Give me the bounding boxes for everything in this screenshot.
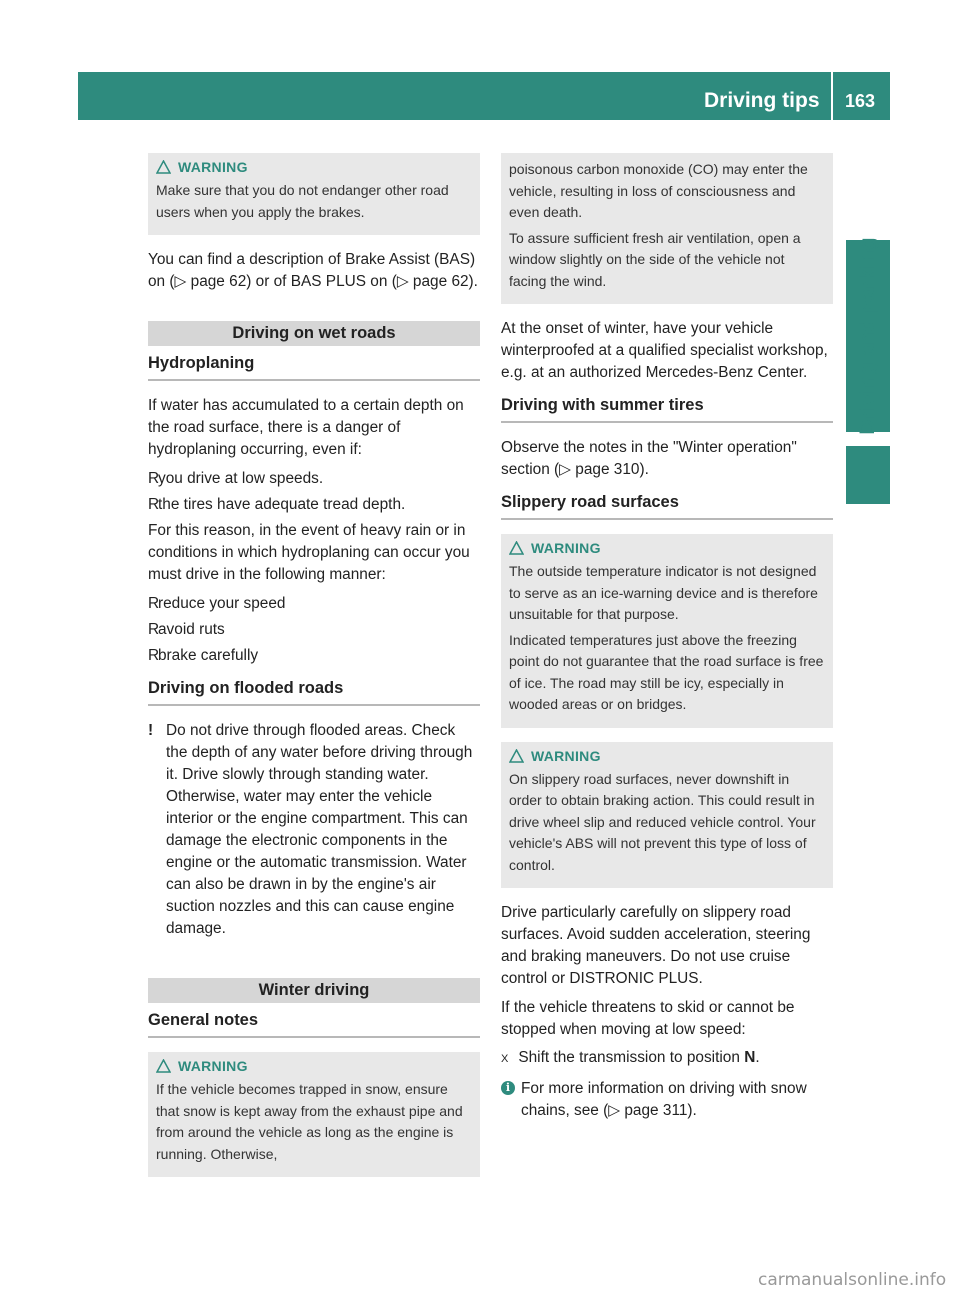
side-tab-label: Driving and parking (856, 237, 879, 435)
warning-title: WARNING (178, 1058, 248, 1074)
list-item: R brake carefully (148, 645, 480, 667)
bas-paragraph: You can find a description of Brake Assist (BAS) on (▷ page 62) or of BAS PLUS on (▷ page 62). (148, 251, 478, 290)
warning-text: Indicated temperatures just above the freezing point do not guarantee that the road surface is free of ice. The road may still be icy, especially in wooded areas or on bridges. (509, 631, 824, 712)
flooded-note-text: Do not drive through flooded areas. Check the depth of any water before driving through it. Drive slowly through standing water. Otherwise, water may enter the vehicle interior or the engine compartment. This can damage the electronic components in the engine or the automatic transmission. Water can also be drawn in by the engine's air suction nozzles and this can cause engine damage. (166, 722, 473, 937)
slippery-paragraph: Drive particularly carefully on slippery road surfaces. Avoid sudden acceleration, steering and braking maneuvers. Do not use cruise control or DISTRONIC PLUS. (501, 904, 811, 987)
right-column (501, 153, 833, 1122)
section-heading-winter: Winter driving (148, 978, 480, 1003)
warning-box-downshift (501, 742, 833, 889)
subheading-hydroplaning: Hydroplaning (148, 354, 480, 381)
list-item: R reduce your speed (148, 593, 480, 615)
warning-text: To assure sufficient fresh air ventilation, open a window slightly on the side of the vehicle not facing the wind. (509, 229, 801, 289)
left-column (148, 153, 480, 1191)
hydroplaning-paragraph: If water has accumulated to a certain depth on the road surface, there is a danger of hydroplaning occurring, even if: (148, 397, 464, 458)
step-position: N (744, 1049, 756, 1066)
warning-title: WARNING (531, 540, 601, 556)
skid-paragraph: If the vehicle threatens to skid or cannot be stopped when moving at low speed: (501, 999, 795, 1038)
footer-url[interactable]: carmanualsonline.info (758, 1270, 947, 1290)
step-end: . (755, 1049, 760, 1066)
warning-title: WARNING (178, 159, 248, 175)
bullet-mark: R (148, 621, 160, 638)
step-arrow-icon: X (501, 1053, 509, 1065)
warning-box-brakes (148, 153, 480, 235)
warning-text: poisonous carbon monoxide (CO) may enter the vehicle, resulting in loss of consciousness and even death. (509, 161, 808, 220)
warning-box-continued (501, 153, 833, 304)
summer-paragraph: Observe the notes in the "Winter operation" section (▷ page 310). (501, 439, 797, 478)
list-item: R you drive at low speeds. (148, 468, 480, 490)
warning-box-snow (148, 1052, 480, 1177)
list-item: R avoid ruts (148, 619, 480, 641)
info-note (501, 1078, 833, 1122)
section-heading-wet-roads: Driving on wet roads (148, 321, 480, 346)
bullet-mark: R (148, 647, 160, 664)
info-text: For more information on driving with snow chains, see (▷ page 311). (521, 1080, 807, 1119)
warning-text: Make sure that you do not endanger other road users when you apply the brakes. (156, 182, 449, 220)
flooded-note (148, 720, 480, 940)
warning-triangle-icon (156, 1059, 171, 1073)
info-icon: i (501, 1081, 515, 1095)
subheading-general-notes: General notes (148, 1011, 480, 1038)
warning-text: The outside temperature indicator is not designed to serve as an ice-warning device and is therefore unsuitable for that purpose. (509, 563, 818, 622)
reason-paragraph: For this reason, in the event of heavy rain or in conditions in which hydroplaning can occur you must drive in the following manner: (148, 522, 470, 583)
warning-title: WARNING (531, 747, 601, 764)
subheading-slippery: Slippery road surfaces (501, 493, 833, 520)
side-tab-block (846, 446, 890, 504)
warning-triangle-icon (509, 749, 524, 763)
bullet-mark: R (148, 470, 160, 487)
bullet-mark: R (148, 496, 160, 513)
warning-text: On slippery road surfaces, never downshift in order to obtain braking action. This could result in drive wheel slip and reduced vehicle control. Your vehicle's ABS will not prevent this type of loss of control. (509, 770, 816, 873)
exclamation-icon: ! (148, 722, 154, 739)
header-title: Driving tips (704, 89, 820, 112)
warning-triangle-icon (509, 541, 524, 555)
warning-box-temperature (501, 534, 833, 728)
bullet-mark: R (148, 595, 160, 612)
warning-triangle-icon (156, 160, 171, 174)
step-text: Shift the transmission to position (518, 1049, 740, 1066)
list-item: R the tires have adequate tread depth. (148, 494, 480, 516)
instruction-step (501, 1047, 833, 1070)
header-separator (831, 72, 833, 120)
page-number: 163 (845, 91, 876, 111)
subheading-summer-tires: Driving with summer tires (501, 396, 833, 423)
subheading-flooded-roads: Driving on flooded roads (148, 679, 480, 706)
warning-text: If the vehicle becomes trapped in snow, ensure that snow is kept away from the exhaust pipe and from around the vehicle as long as the engine is running. Otherwise, (156, 1081, 463, 1162)
winterproof-paragraph: At the onset of winter, have your vehicle winterproofed at a qualified specialist workshop, e.g. at an authorized Mercedes-Benz Center. (501, 320, 828, 381)
